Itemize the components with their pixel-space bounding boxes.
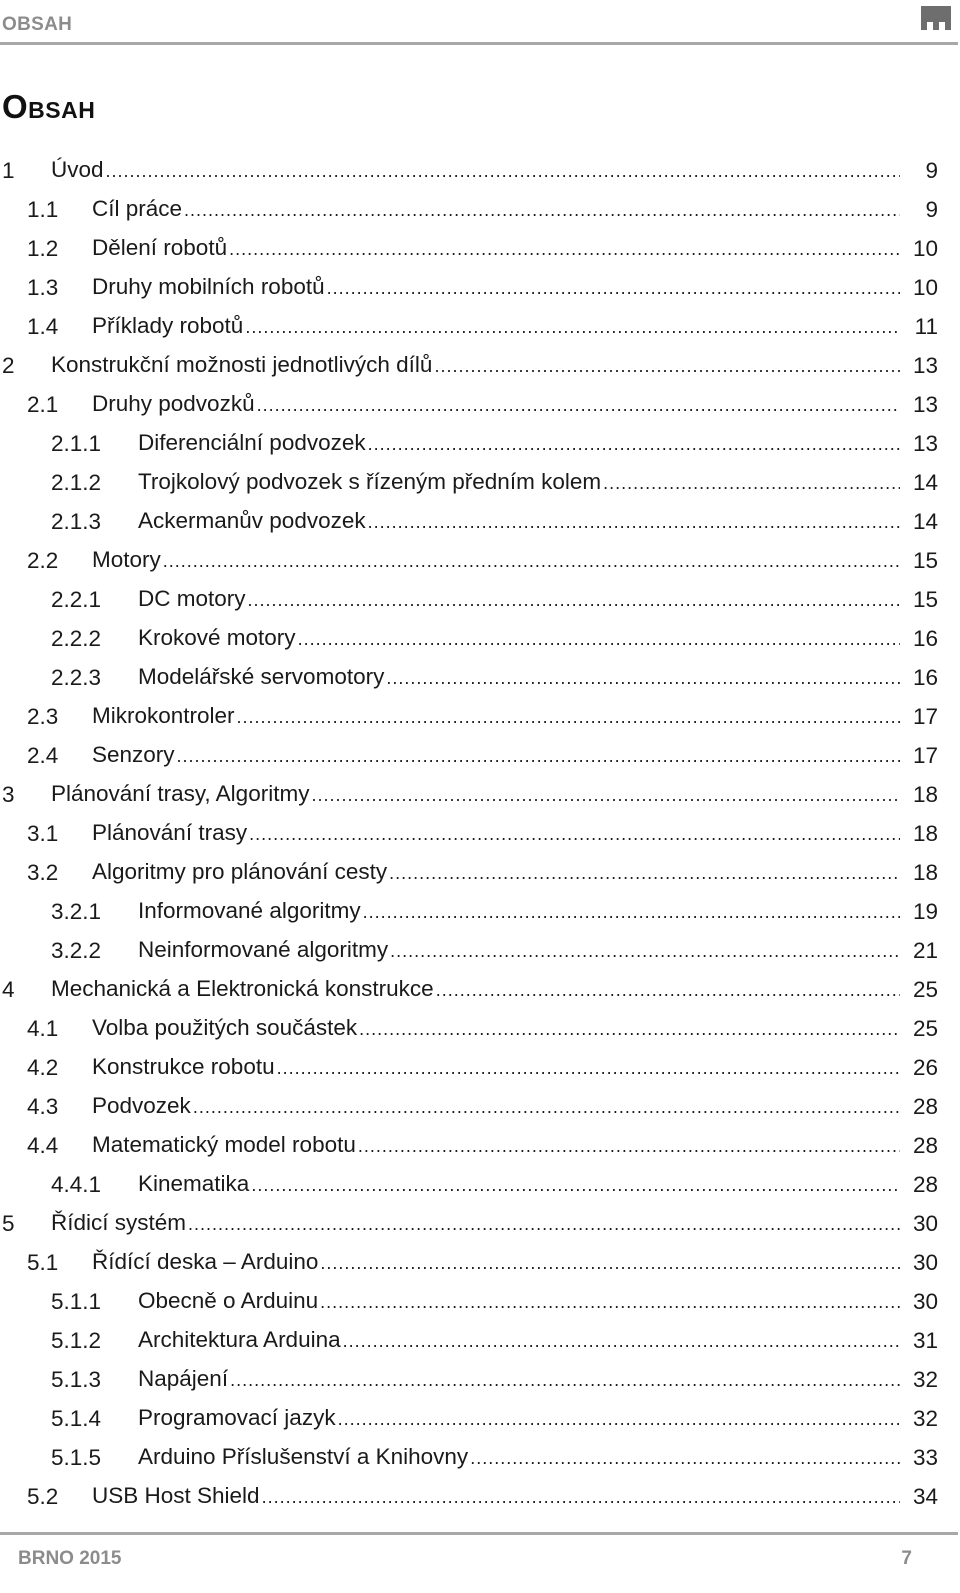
toc-entry-label-wrap <box>92 306 900 347</box>
toc-entry-number: 2.1.3 <box>51 509 102 534</box>
toc-dot-leader <box>368 425 900 464</box>
toc-entry-number: 3.2.2 <box>51 938 102 963</box>
toc-entry-number: 2.1.1 <box>51 431 102 456</box>
toc-dot-leader <box>177 737 900 776</box>
toc-dot-leader <box>257 386 900 425</box>
toc-entry-label-wrap <box>92 813 900 854</box>
toc-dot-leader <box>229 230 900 269</box>
toc-entry-page: 15 <box>912 587 938 612</box>
toc-dot-leader <box>338 1400 900 1439</box>
header-divider <box>0 42 958 45</box>
toc-entry-number: 2.4 <box>27 743 59 768</box>
footer-location-year: BRNO 2015 <box>18 1548 122 1569</box>
toc-entry-page: 28 <box>912 1094 938 1119</box>
toc-entry-label: Řídící deska – Arduino <box>92 1249 319 1274</box>
toc-dot-leader <box>363 893 900 932</box>
page-title: Obsah <box>2 88 96 125</box>
toc-entry-label: Kinematika <box>138 1171 250 1196</box>
toc-entry[interactable] <box>0 580 960 619</box>
toc-entry[interactable] <box>0 1477 960 1516</box>
toc-entry-label: Neinformované algoritmy <box>138 937 389 962</box>
toc-dot-leader <box>230 1361 900 1400</box>
toc-entry-label: Konstrukční možnosti jednotlivých dílů <box>51 352 433 377</box>
toc-entry-number: 2.1.2 <box>51 470 102 495</box>
toc-entry-page: 18 <box>912 782 938 807</box>
toc-entry-page: 32 <box>912 1406 938 1431</box>
toc-entry-number: 4.1 <box>27 1016 59 1041</box>
toc-entry-label-wrap <box>138 501 900 542</box>
toc-entry-page: 25 <box>912 977 938 1002</box>
toc-entry-number: 2.1 <box>27 392 59 417</box>
toc-entry[interactable] <box>0 346 960 385</box>
toc-entry-page: 16 <box>912 626 938 651</box>
toc-entry-number: 5.1 <box>27 1250 59 1275</box>
toc-entry-label-wrap <box>138 462 900 503</box>
toc-entry-label: Trojkolový podvozek s řízeným předním kolem <box>138 469 602 494</box>
toc-entry-page: 30 <box>912 1250 938 1275</box>
toc-entry-number: 4.3 <box>27 1094 59 1119</box>
toc-entry-page: 21 <box>912 938 938 963</box>
toc-entry-label-wrap <box>92 189 900 230</box>
toc-entry[interactable] <box>0 424 960 463</box>
toc-entry-label-wrap <box>138 579 900 620</box>
toc-entry-label: Mechanická a Elektronická konstrukce <box>51 976 434 1001</box>
toc-entry-label: Dělení robotů <box>92 235 228 260</box>
toc-dot-leader <box>320 1244 900 1283</box>
toc-entry-label-wrap <box>92 228 900 269</box>
toc-entry[interactable] <box>0 1282 960 1321</box>
toc-entry-label-wrap <box>92 540 900 581</box>
toc-dot-leader <box>470 1439 900 1478</box>
toc-entry-page: 17 <box>912 743 938 768</box>
toc-entry-page: 26 <box>912 1055 938 1080</box>
toc-entry-number: 2.2.3 <box>51 665 102 690</box>
toc-entry-label-wrap <box>92 1008 900 1049</box>
toc-entry-page: 28 <box>912 1172 938 1197</box>
toc-entry-page: 18 <box>912 821 938 846</box>
toc-entry-page: 13 <box>912 431 938 456</box>
toc-entry-label-wrap <box>138 930 900 971</box>
toc-entry-number: 5 <box>2 1211 15 1236</box>
toc-entry-label-wrap <box>92 384 900 425</box>
toc-dot-leader <box>237 698 900 737</box>
toc-entry-label-wrap <box>92 267 900 308</box>
toc-entry[interactable] <box>0 1438 960 1477</box>
toc-entry-label: Motory <box>92 547 161 572</box>
toc-entry[interactable] <box>0 307 960 346</box>
toc-dot-leader <box>389 854 900 893</box>
toc-entry-label: Modelářské servomotory <box>138 664 385 689</box>
toc-entry[interactable] <box>0 736 960 775</box>
page-number: 7 <box>901 1548 912 1569</box>
toc-entry-page: 15 <box>912 548 938 573</box>
toc-entry-number: 3 <box>2 782 15 807</box>
toc-entry[interactable] <box>0 814 960 853</box>
toc-dot-leader <box>311 776 900 815</box>
toc-entry-page: 14 <box>912 470 938 495</box>
toc-dot-leader <box>386 659 900 698</box>
toc-entry-page: 10 <box>912 275 938 300</box>
toc-entry-page: 16 <box>912 665 938 690</box>
toc-entry-label-wrap <box>92 1476 900 1517</box>
toc-entry-label-wrap <box>138 1359 900 1400</box>
toc-dot-leader <box>245 308 900 347</box>
toc-entry-label: Úvod <box>51 157 104 182</box>
toc-entry[interactable] <box>0 268 960 307</box>
toc-entry-page: 28 <box>912 1133 938 1158</box>
university-logo-icon <box>920 4 952 34</box>
toc-dot-leader <box>106 152 900 191</box>
toc-entry-label: Architektura Arduina <box>138 1327 341 1352</box>
toc-dot-leader <box>343 1322 900 1361</box>
toc-entry-page: 32 <box>912 1367 938 1392</box>
toc-entry-number: 3.2 <box>27 860 59 885</box>
toc-entry-page: 30 <box>912 1211 938 1236</box>
toc-entry[interactable] <box>0 1087 960 1126</box>
toc-entry[interactable] <box>0 229 960 268</box>
toc-dot-leader <box>359 1010 900 1049</box>
toc-entry-label-wrap <box>138 1398 900 1439</box>
toc-dot-leader <box>262 1478 900 1517</box>
toc-entry-number: 3.2.1 <box>51 899 102 924</box>
page-header <box>0 0 960 48</box>
toc-entry[interactable] <box>0 697 960 736</box>
toc-dot-leader <box>249 815 900 854</box>
toc-entry-page: 13 <box>912 353 938 378</box>
toc-entry-label: Plánování trasy <box>92 820 248 845</box>
toc-entry-number: 2 <box>2 353 15 378</box>
toc-entry-number: 1.3 <box>27 275 59 300</box>
toc-entry[interactable] <box>0 1204 960 1243</box>
toc-entry-number: 1.2 <box>27 236 59 261</box>
toc-entry-page: 30 <box>912 1289 938 1314</box>
toc-entry[interactable] <box>0 1009 960 1048</box>
toc-entry-label: Cíl práce <box>92 196 183 221</box>
toc-entry-label-wrap <box>51 774 900 815</box>
toc-entry-label: Ackermanův podvozek <box>138 508 366 533</box>
toc-entry-label: Senzory <box>92 742 175 767</box>
toc-dot-leader <box>368 503 900 542</box>
toc-entry-page: 33 <box>912 1445 938 1470</box>
toc-dot-leader <box>320 1283 900 1322</box>
toc-entry-label-wrap <box>92 1086 900 1127</box>
toc-dot-leader <box>251 1166 900 1205</box>
toc-entry-number: 5.1.5 <box>51 1445 102 1470</box>
toc-entry-label: Příklady robotů <box>92 313 244 338</box>
toc-entry-label: Informované algoritmy <box>138 898 361 923</box>
toc-entry-label: Matematický model robotu <box>92 1132 356 1157</box>
toc-dot-leader <box>358 1127 900 1166</box>
toc-entry-label-wrap <box>92 1047 900 1088</box>
toc-entry-label: Krokové motory <box>138 625 296 650</box>
toc-entry-label-wrap <box>92 852 900 893</box>
toc-entry[interactable] <box>0 1360 960 1399</box>
toc-dot-leader <box>327 269 900 308</box>
toc-entry-label-wrap <box>92 1125 900 1166</box>
toc-entry-number: 1.1 <box>27 197 59 222</box>
toc-entry-label-wrap <box>51 1203 900 1244</box>
table-of-contents <box>0 151 960 1516</box>
toc-entry-label: Napájení <box>138 1366 229 1391</box>
toc-entry[interactable] <box>0 1321 960 1360</box>
toc-entry[interactable] <box>0 1126 960 1165</box>
toc-entry-number: 5.1.3 <box>51 1367 102 1392</box>
toc-entry[interactable] <box>0 970 960 1009</box>
toc-dot-leader <box>436 971 900 1010</box>
toc-entry-label-wrap <box>92 1242 900 1283</box>
toc-entry-page: 25 <box>912 1016 938 1041</box>
toc-entry-page: 18 <box>912 860 938 885</box>
toc-entry-label: USB Host Shield <box>92 1483 260 1508</box>
toc-entry-label: Algoritmy pro plánování cesty <box>92 859 388 884</box>
toc-entry[interactable] <box>0 892 960 931</box>
toc-entry-page: 9 <box>925 197 938 222</box>
toc-dot-leader <box>390 932 900 971</box>
toc-entry-label-wrap <box>138 1164 900 1205</box>
toc-entry-number: 4.4 <box>27 1133 59 1158</box>
toc-entry-label-wrap <box>138 1281 900 1322</box>
toc-entry-label-wrap <box>51 345 900 386</box>
toc-entry[interactable] <box>0 931 960 970</box>
toc-dot-leader <box>193 1088 900 1127</box>
toc-entry-number: 5.1.2 <box>51 1328 102 1353</box>
toc-entry-label-wrap <box>138 618 900 659</box>
toc-entry-label: Konstrukce robotu <box>92 1054 275 1079</box>
toc-entry-label: Mikrokontroler <box>92 703 235 728</box>
toc-entry-number: 5.1.4 <box>51 1406 102 1431</box>
toc-entry-number: 1 <box>2 158 15 183</box>
toc-entry-label: Programovací jazyk <box>138 1405 336 1430</box>
toc-entry[interactable] <box>0 853 960 892</box>
toc-entry-page: 9 <box>925 158 938 183</box>
toc-entry-label: DC motory <box>138 586 246 611</box>
toc-dot-leader <box>603 464 900 503</box>
page-footer <box>0 1528 960 1593</box>
toc-entry[interactable] <box>0 619 960 658</box>
toc-entry-label: Diferenciální podvozek <box>138 430 366 455</box>
toc-entry-page: 10 <box>912 236 938 261</box>
toc-entry-number: 5.1.1 <box>51 1289 102 1314</box>
toc-entry[interactable] <box>0 1165 960 1204</box>
toc-entry-label: Obecně o Arduinu <box>138 1288 319 1313</box>
toc-dot-leader <box>298 620 900 659</box>
toc-entry-page: 34 <box>912 1484 938 1509</box>
toc-entry[interactable] <box>0 775 960 814</box>
toc-entry[interactable] <box>0 658 960 697</box>
toc-dot-leader <box>188 1205 900 1244</box>
toc-entry-label-wrap <box>51 150 900 191</box>
toc-entry-label: Druhy podvozků <box>92 391 255 416</box>
toc-entry-page: 31 <box>912 1328 938 1353</box>
toc-entry-page: 19 <box>912 899 938 924</box>
toc-entry-label-wrap <box>92 696 900 737</box>
toc-entry[interactable] <box>0 1048 960 1087</box>
toc-entry-label-wrap <box>51 969 900 1010</box>
toc-entry-label-wrap <box>138 1320 900 1361</box>
toc-entry-number: 2.2.2 <box>51 626 102 651</box>
toc-entry[interactable] <box>0 1243 960 1282</box>
toc-entry-number: 1.4 <box>27 314 59 339</box>
toc-dot-leader <box>434 347 900 386</box>
toc-entry-label: Podvozek <box>92 1093 191 1118</box>
toc-entry-label: Volba použitých součástek <box>92 1015 358 1040</box>
toc-entry-page: 14 <box>912 509 938 534</box>
toc-entry[interactable] <box>0 1399 960 1438</box>
toc-entry-number: 2.3 <box>27 704 59 729</box>
toc-entry-number: 4.2 <box>27 1055 59 1080</box>
toc-dot-leader <box>277 1049 900 1088</box>
toc-dot-leader <box>248 581 900 620</box>
toc-entry-number: 2.2.1 <box>51 587 102 612</box>
toc-entry-label-wrap <box>138 657 900 698</box>
toc-entry-number: 3.1 <box>27 821 59 846</box>
toc-entry[interactable] <box>0 385 960 424</box>
toc-entry[interactable] <box>0 151 960 190</box>
toc-entry[interactable] <box>0 190 960 229</box>
running-header-label: OBSAH <box>2 14 73 35</box>
toc-dot-leader <box>163 542 900 581</box>
toc-entry-number: 2.2 <box>27 548 59 573</box>
toc-entry-number: 5.2 <box>27 1484 59 1509</box>
toc-entry-label: Řídicí systém <box>51 1210 187 1235</box>
toc-entry[interactable] <box>0 502 960 541</box>
footer-divider <box>0 1532 958 1535</box>
toc-entry-label-wrap <box>138 891 900 932</box>
toc-entry-label-wrap <box>138 1437 900 1478</box>
toc-entry[interactable] <box>0 541 960 580</box>
toc-entry-label: Arduino Příslušenství a Knihovny <box>138 1444 469 1469</box>
toc-entry-label-wrap <box>92 735 900 776</box>
toc-entry-page: 11 <box>914 314 938 339</box>
toc-entry-label: Druhy mobilních robotů <box>92 274 325 299</box>
toc-entry-label: Plánování trasy, Algoritmy <box>51 781 310 806</box>
toc-entry-number: 4 <box>2 977 15 1002</box>
toc-entry-label-wrap <box>138 423 900 464</box>
toc-entry-number: 4.4.1 <box>51 1172 102 1197</box>
toc-entry-page: 17 <box>912 704 938 729</box>
toc-entry[interactable] <box>0 463 960 502</box>
toc-dot-leader <box>184 191 900 230</box>
toc-entry-page: 13 <box>912 392 938 417</box>
